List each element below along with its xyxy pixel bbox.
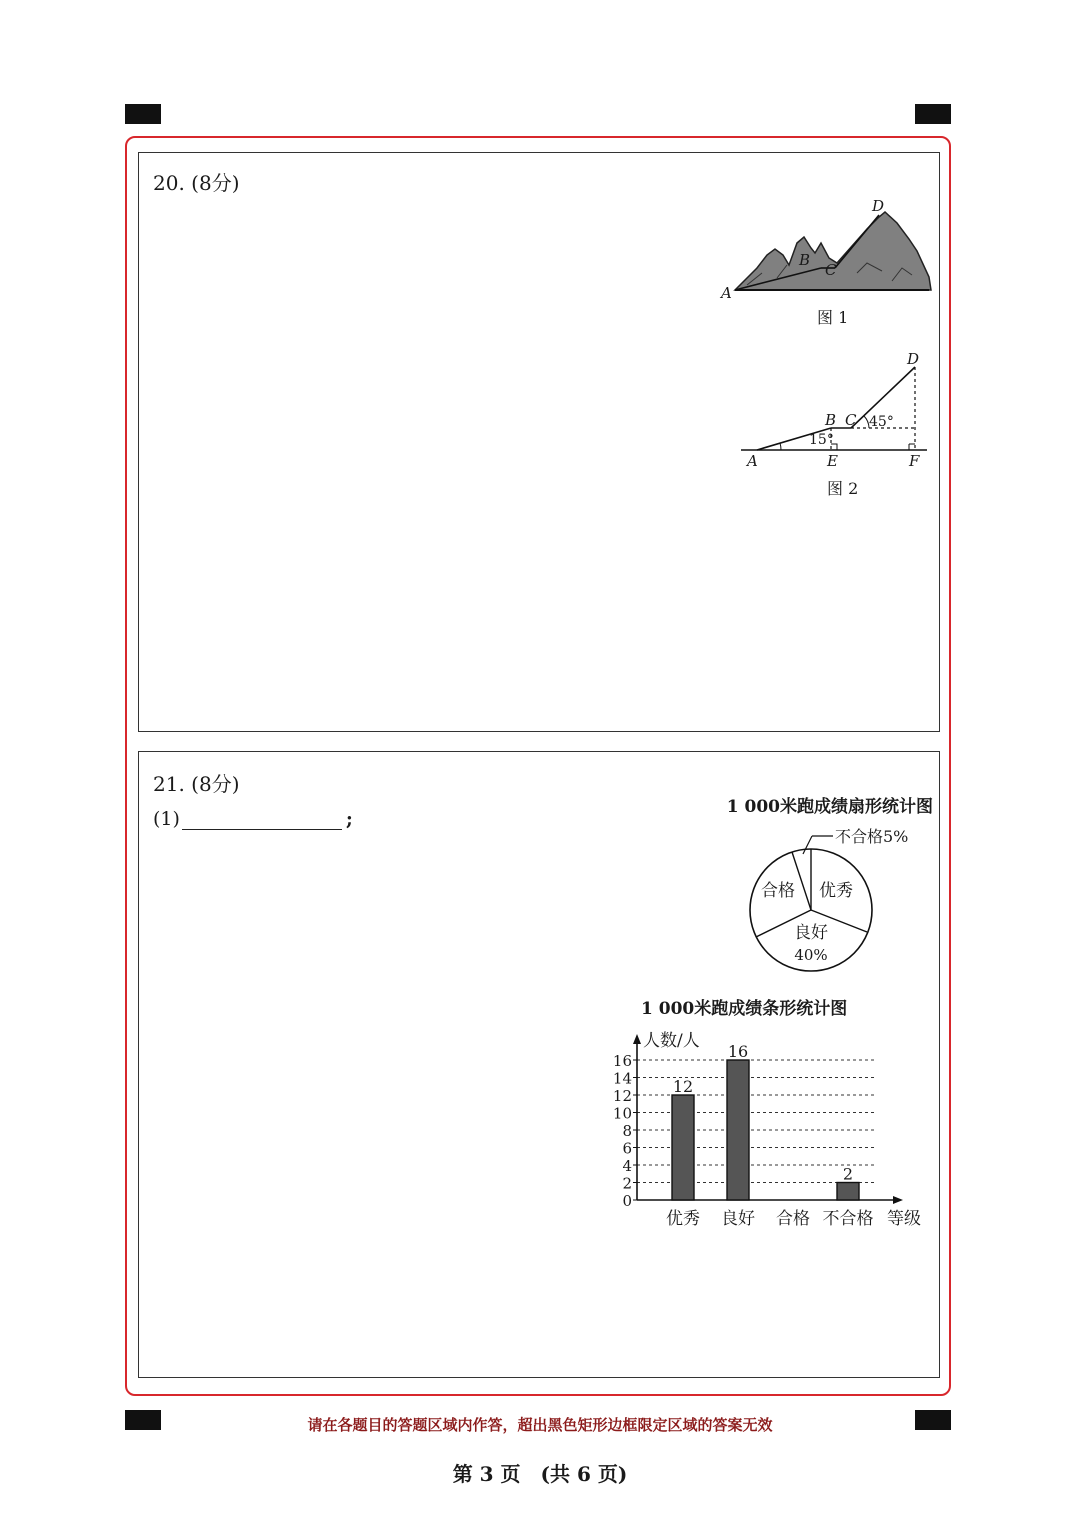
bar-3 [837,1183,859,1201]
bar-y-axis-arrow [633,1034,641,1044]
fig2-label-D: D [907,350,920,368]
q20-heading: 20. (8分) [153,171,240,195]
q21-heading: 21. (8分) [153,772,240,796]
bar-category-label: 优秀 [666,1209,700,1229]
q21-part1-label: (1) [153,808,180,830]
fig1-label-A: A [721,284,732,302]
fig1-label-C: C [825,261,837,279]
fig1-label-D: D [872,197,885,215]
bar-category-label: 合格 [776,1209,810,1229]
fig1-caption: 图 1 [817,308,849,327]
fig2-caption: 图 2 [827,479,859,498]
bar-ytick-label: 12 [612,1087,632,1105]
bar-category-label: 不合格 [822,1209,874,1229]
page-number: 第 3 页 (共 6 页) [452,1462,628,1486]
bar-title: 1 000米跑成绩条形统计图 [641,999,848,1019]
fig2-label-E: E [827,452,838,470]
bar-ytick-label: 0 [622,1192,632,1210]
pie-title: 1 000米跑成绩扇形统计图 [726,797,933,817]
bar-ytick-label: 8 [622,1122,632,1140]
bar-xlabel: 等级 [887,1209,921,1229]
bar-ytick-label: 14 [612,1069,632,1088]
bar-data-label: 12 [672,1077,694,1096]
bar-category-label: 良好 [721,1209,755,1229]
fig2-label-F: F [909,452,920,470]
fig2-label-C: C [845,411,857,429]
pie-label-fail: 不合格5% [835,827,909,846]
q21-answer-box[interactable] [138,751,940,1378]
pie-label-pass: 合格 [761,881,795,901]
q20-figure2 [729,348,939,503]
pie-label-excellent: 优秀 [819,881,853,901]
bar-1 [727,1060,749,1200]
q20-answer-box[interactable] [138,152,940,732]
q21-part1-blank[interactable] [182,811,342,830]
bar-x-axis-arrow [893,1196,903,1204]
q21-bar-chart [601,992,931,1242]
bar-ytick-label: 6 [622,1139,632,1158]
pie-label-good: 良好 [794,923,828,943]
q21-part1 [153,808,353,830]
bar-ytick-label: 4 [622,1157,632,1175]
fig2-label-B: B [825,411,837,429]
bar-data-label: 2 [842,1164,854,1184]
fig1-label-B: B [799,251,811,269]
q20-figure1 [717,193,937,333]
bar-0 [672,1095,694,1200]
fig2-angle-15: 15° [809,432,834,448]
bar-ytick-label: 10 [612,1104,632,1123]
bar-data-label: 16 [727,1042,749,1061]
corner-mark-top-left [125,104,161,124]
pie-label-good-percent: 40% [794,946,828,964]
q21-part1-end: ; [345,808,353,830]
fig2-angle-45: 45° [869,414,894,430]
bar-ylabel: 人数/人 [643,1031,700,1051]
bar-ytick-label: 16 [612,1052,632,1070]
fig2-label-A: A [747,452,758,470]
bar-ytick-label: 2 [622,1174,632,1193]
footer-warning: 请在各题目的答题区域内作答，超出黑色矩形边框限定区域的答案无效 [307,1416,773,1434]
q21-pie-chart [699,792,935,982]
corner-mark-top-right [915,104,951,124]
